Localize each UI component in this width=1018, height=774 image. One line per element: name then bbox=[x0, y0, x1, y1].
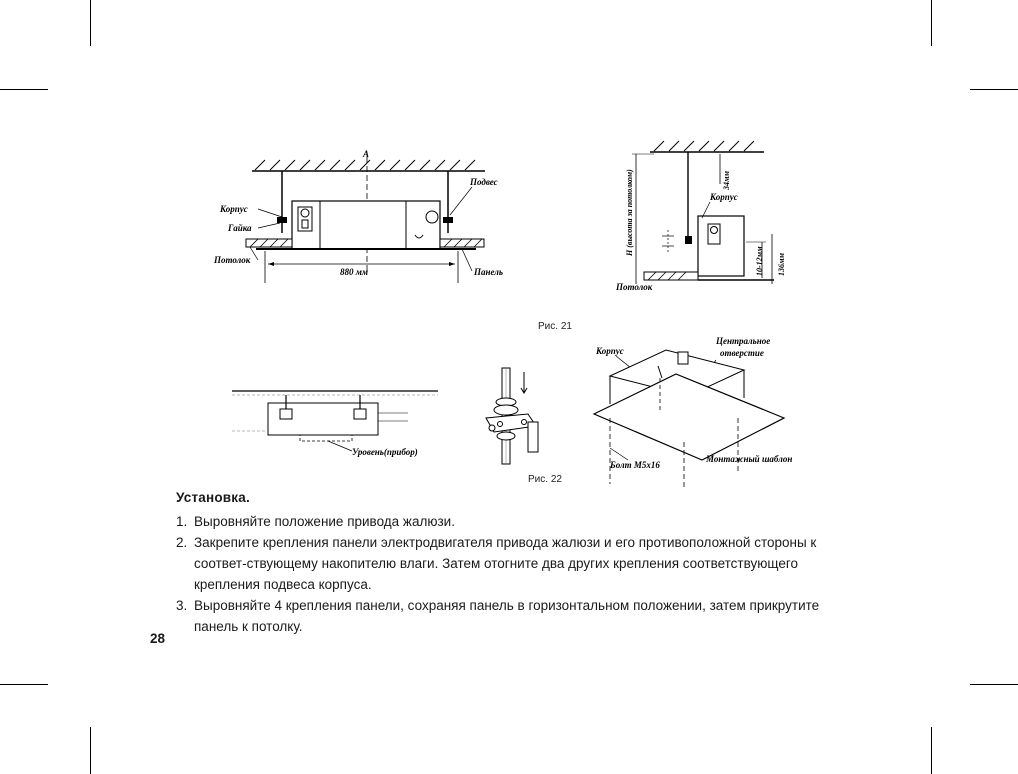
label-bolt: Болт М5х16 bbox=[610, 460, 660, 470]
label-height: H (высота за потолком) bbox=[625, 169, 634, 256]
step-number: 2. bbox=[176, 535, 188, 550]
crop-mark-top-right-h bbox=[970, 89, 1018, 90]
figure-21-front-view bbox=[210, 145, 510, 290]
crop-mark-bottom-left-h bbox=[0, 684, 48, 685]
figure-21-side-view bbox=[614, 138, 784, 298]
crop-mark-bottom-right-h bbox=[970, 684, 1018, 685]
label-side-ceiling: Потолок bbox=[616, 282, 653, 292]
crop-mark-bottom-right-v bbox=[931, 727, 932, 774]
label-gap-bottom: 136мм bbox=[777, 253, 786, 276]
dimension-880-label: 880 мм bbox=[340, 267, 369, 277]
installation-title: Установка. bbox=[176, 490, 250, 505]
label-gap-top: 34мм bbox=[722, 171, 731, 190]
label-body: Корпус bbox=[220, 204, 248, 214]
figure-22-bracket-detail bbox=[470, 362, 550, 472]
step-text: Выровняйте положение привода жалюзи. bbox=[194, 514, 455, 529]
list-item bbox=[176, 511, 856, 532]
label-hanger: Подвес bbox=[470, 177, 498, 187]
step-text: Закрепите крепления панели электродвигателя привода жалюзи и его противоположной стороны к соответ-ствующему накопителю влаги. Затем отогните два других крепления соответствующего крепления подвеса корпуса. bbox=[194, 535, 817, 592]
label-ceiling: Потолок bbox=[214, 255, 251, 265]
crop-mark-top-right-v bbox=[931, 0, 932, 46]
list-item bbox=[176, 532, 856, 595]
step-text: Выровняйте 4 крепления панели, сохраняя панель в горизонтальном положении, затем прикрутите панель к потолку. bbox=[194, 598, 820, 634]
installation-steps bbox=[176, 511, 856, 637]
crop-mark-top-left-v bbox=[90, 0, 91, 46]
label-iso-body: Корпус bbox=[596, 346, 624, 356]
label-template: Монтажный шаблон bbox=[706, 454, 793, 464]
page-number: 28 bbox=[150, 631, 166, 646]
figure-21-caption: Рис. 21 bbox=[538, 321, 572, 332]
figure-22-isometric-view bbox=[588, 334, 793, 489]
label-nut: Гайка bbox=[228, 223, 252, 233]
crop-mark-top-left-h bbox=[0, 89, 48, 90]
step-number: 3. bbox=[176, 598, 188, 613]
step-number: 1. bbox=[176, 514, 188, 529]
figure-22-caption: Рис. 22 bbox=[528, 474, 562, 485]
label-side-body: Корпус bbox=[710, 192, 738, 202]
label-level: Уровень(прибор) bbox=[352, 447, 418, 457]
figure-22-level-view bbox=[228, 385, 448, 465]
label-center-hole-line1: Центральное bbox=[716, 336, 771, 346]
list-item bbox=[176, 595, 856, 637]
crop-mark-bottom-left-v bbox=[90, 727, 91, 774]
label-gap-mid: 10-12мм bbox=[755, 246, 764, 276]
label-panel: Панель bbox=[474, 267, 503, 277]
label-center-hole-line2: отверстие bbox=[720, 348, 764, 358]
axis-a-label: A bbox=[363, 149, 370, 159]
